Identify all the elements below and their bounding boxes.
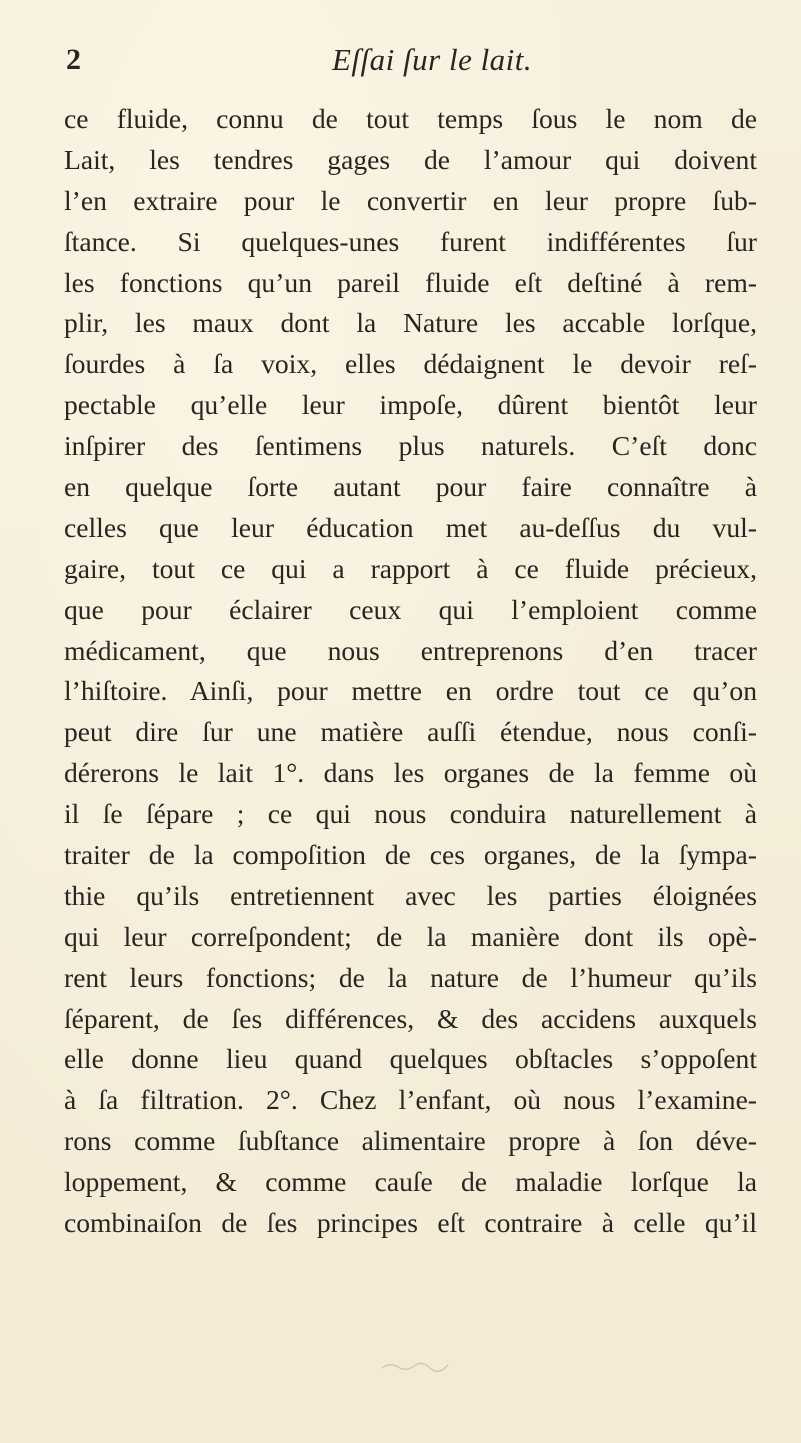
text-line: qui leur correſpondent; de la manière dont ils opè- [64, 920, 757, 952]
text-line: peut dire ſur une matière auſſi étendue, nous conſi- [64, 716, 757, 748]
text-line: ce fluide, connu de tout temps ſous le nom de [64, 103, 757, 134]
text-line: l’en extraire pour le convertir en leur propre ſub- [64, 184, 757, 216]
text-line: que pour éclairer ceux qui l’emploient comme [64, 593, 757, 625]
text-line: Lait, les tendres gages de l’amour qui doivent [64, 143, 757, 175]
text-line: elle donne lieu quand quelques obſtacles s’oppoſent [64, 1043, 757, 1075]
page-number: 2 [66, 43, 81, 76]
text-line: inſpirer des ſentimens plus naturels. C’eſt donc [64, 430, 757, 462]
text-line: il ſe ſépare ; ce qui nous conduira naturellement à [64, 798, 757, 830]
text-line: ſourdes à ſa voix, elles dédaignent le devoir reſ- [64, 348, 757, 380]
text-line: les fonctions qu’un pareil fluide eſt deſtiné à rem- [64, 266, 757, 298]
ink-smudge [380, 1360, 450, 1372]
text-line: l’hiſtoire. Ainſi, pour mettre en ordre tout ce qu’on [64, 675, 757, 707]
text-line: pectable qu’elle leur impoſe, dûrent bientôt leur [64, 389, 757, 421]
text-line: gaire, tout ce qui a rapport à ce fluide précieux, [64, 552, 757, 584]
text-line: rent leurs fonctions; de la nature de l’humeur qu’ils [64, 961, 757, 993]
text-line: en quelque ſorte autant pour faire connaître à [64, 471, 757, 503]
text-line: dérerons le lait 1°. dans les organes de la femme où [64, 757, 757, 789]
text-line: celles que leur éducation met au-deſſus du vul- [64, 511, 757, 543]
text-line: traiter de la compoſition de ces organes, de la ſympa- [64, 839, 757, 871]
text-line: loppement, & comme cauſe de maladie lorſque la [64, 1166, 757, 1198]
text-line: médicament, que nous entreprenons d’en tracer [64, 634, 757, 666]
text-line: thie qu’ils entretiennent avec les parties éloignées [64, 879, 757, 911]
text-line: à ſa filtration. 2°. Chez l’enfant, où nous l’examine- [64, 1084, 757, 1116]
text-line: ſtance. Si quelques-unes furent indifférentes ſur [64, 225, 757, 257]
text-line: plir, les maux dont la Nature les accable lorſque, [64, 307, 757, 339]
text-line: ſéparent, de ſes différences, & des accidens auxquels [64, 1002, 757, 1034]
text-line: rons comme ſubſtance alimentaire propre à ſon déve- [64, 1125, 757, 1157]
body-text [64, 99, 757, 1244]
text-line: combinaiſon de ſes principes eſt contraire à celle qu’il [64, 1207, 757, 1239]
running-title: Eſſai ſur le lait. [332, 42, 533, 77]
running-head [66, 38, 746, 82]
